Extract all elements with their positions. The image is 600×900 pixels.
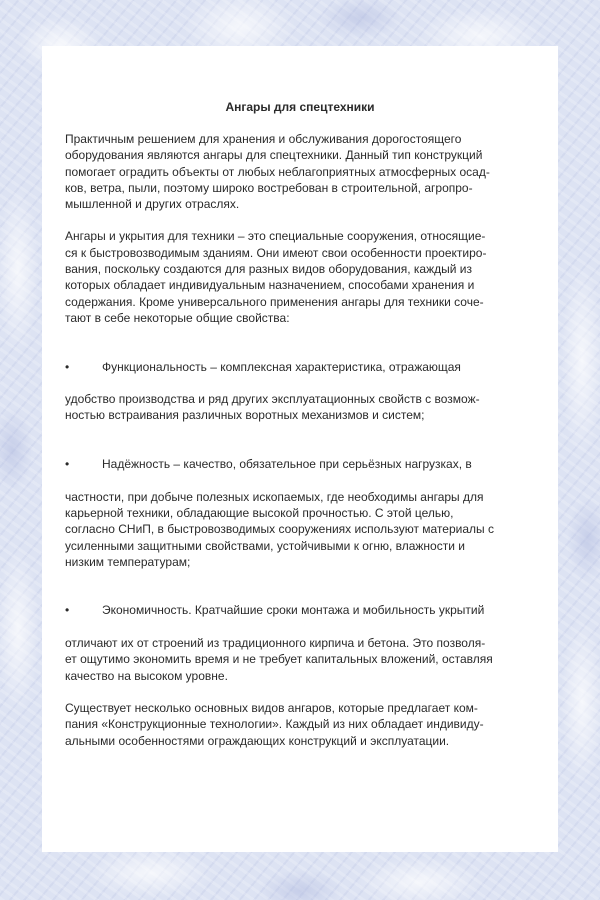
list-item-functionality [65, 342, 535, 423]
bullet-text: Экономичность. Кратчайшие сроки монтажа и мобильность укрытий [102, 603, 485, 618]
bullet-text: Функциональность – комплексная характеристика, отражающая [102, 359, 461, 374]
description-paragraph: Ангары и укрытия для техники – это специальные сооружения, относящие- ся к быстровозводимым зданиям. Они имеют свои особенности проектиро- вания, поскольку создаются для разных видов оборудования, каждый из которых обладает индивидуальным назначением, способами хранения и содержания. Кроме универсального применения ангары для техники сочe- тают в себе некоторые общие свойства: [65, 229, 487, 325]
bullet-icon: • [65, 457, 70, 472]
bullet-continuation: частности, при добыче полезных ископаемых, где необходимы ангары для карьерной техники, обладающие высокой прочностью. С этой целью, согласно СНиП, в быстровозводимых сооружениях используют материалы с усиленными защитными свойствами, устойчивыми к огню, влажности и низким температурам; [65, 489, 494, 569]
bullet-icon: • [65, 359, 70, 374]
intro-paragraph: Практичным решением для хранения и обслуживания дорогостоящего оборудования являются ангары для спецтехники. Данный тип конструкций помогает оградить объекты от любых неблагоприятных атмосферных осад- ков, ветра, пыли, поэтому широко востребован в строительной, агропро- мышленной и других отраслях. [65, 132, 490, 212]
list-item-economy [65, 586, 535, 684]
bullet-text: Надёжность – качество, обязательное при серьёзных нагрузках, в [102, 457, 472, 472]
bullet-first-line [65, 359, 535, 375]
list-item-reliability [65, 440, 535, 570]
bullet-continuation: отличают их от строений из традиционного кирпича и бетона. Это позволя- ет ощутимо экономить время и не требует капитальных вложений, оставляя качество на высоком уровне. [65, 636, 493, 683]
document-body [65, 99, 535, 765]
closing-paragraph: Существует несколько основных видов ангаров, которые предлагает ком- пания «Конструкционные технологии». Каждый из них обладает индивиду- альными особенностями ограждающих конструкций и эксплуатации. [65, 700, 484, 748]
bullet-icon: • [65, 603, 70, 618]
bullet-first-line [65, 602, 535, 618]
bullet-first-line [65, 456, 535, 472]
bullet-continuation: удобство производства и ряд других эксплуатационных свойств с возмож- ностью встраивания различных воротных механизмов и систем; [65, 392, 480, 423]
document-title: Ангары для спецтехники [225, 100, 375, 114]
